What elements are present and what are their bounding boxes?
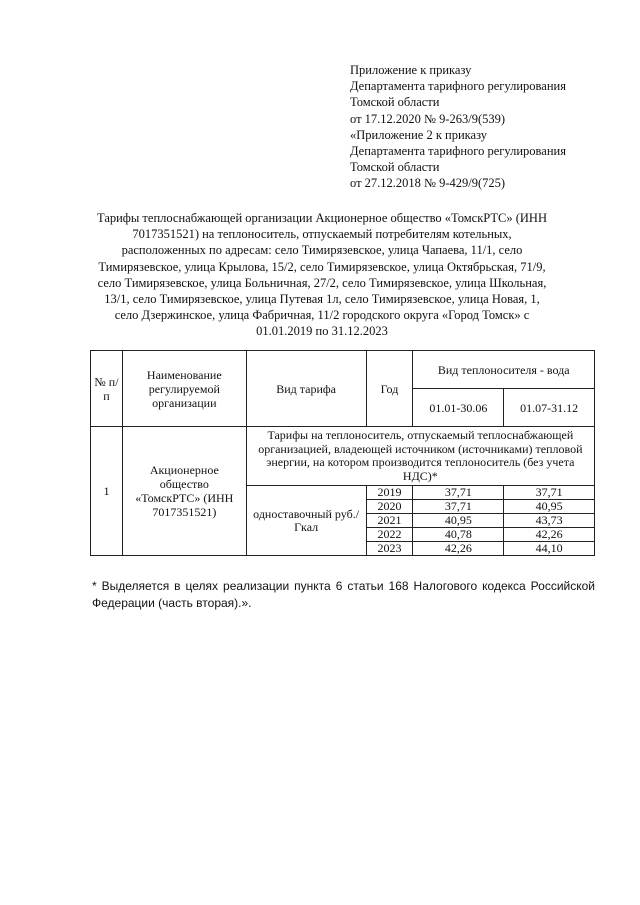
header-carrier: Вид теплоносителя - вода [413,351,595,389]
appendix-line: от 17.12.2020 № 9-263/9(539) [350,111,506,126]
year-cell: 2020 [366,500,413,514]
value-cell: 40,78 [413,528,504,542]
appendix-line: Департамента тарифного регулирования [350,144,566,159]
year-cell: 2022 [366,528,413,542]
row-org: Акционерное общество «ТомскРТС» (ИНН 7017351521) [122,427,246,556]
year-cell: 2021 [366,514,413,528]
value-cell: 43,73 [504,514,595,528]
header-org: Наименование регулируемой организации [122,351,246,427]
value-cell: 42,26 [413,542,504,556]
row-tariff-type: одноставочный руб./Гкал [246,486,366,556]
table-row [91,427,595,486]
section-note: Тарифы на теплоноситель, отпускаемый теплоснабжающей организацией, владеющей источником (источниками) тепловой энергии, на котором производится теплоноситель (без учета НДС)* [246,427,594,486]
appendix-line: Департамента тарифного регулирования [350,79,566,94]
header-tariff-type: Вид тарифа [246,351,366,427]
value-cell: 44,10 [504,542,595,556]
appendix-header [350,62,620,192]
tariff-table [90,350,595,556]
year-cell: 2019 [366,486,413,500]
value-cell: 42,26 [504,528,595,542]
row-num: 1 [91,427,123,556]
value-cell: 37,71 [504,486,595,500]
header-period-1: 01.01-30.06 [413,389,504,427]
value-cell: 37,71 [413,500,504,514]
value-cell: 40,95 [504,500,595,514]
table-header-row [91,351,595,389]
document-title: Тарифы теплоснабжающей организации Акционерное общество «ТомскРТС» (ИНН 7017351521) на теплоноситель, отпускаемый потребителям котельных, расположенных по адресам: село Тимирязевское, улица Чапаева, 11/1, село Тимирязевское, улица Крылова, 15/2, село Тимирязевское, улица Октябрьская, 71/9, село Тимирязевское, улица Больничная, 27/2, село Тимирязевское, улица Школьная, 13/1, село Тимирязевское, улица Путевая 1л, село Тимирязевское, улица Новая, 1, село Дзержинское, улица Фабричная, 11/2 городского округа «Город Томск» с 01.01.2019 по 31.12.2023 [97,211,547,339]
appendix-line: Томской области [350,160,440,175]
footnote: * Выделяется в целях реализации пункта 6 статьи 168 Налогового кодекса Российской Федерации (часть вторая).». [92,579,595,610]
header-period-2: 01.07-31.12 [504,389,595,427]
appendix-line: Приложение к приказу [350,63,472,77]
value-cell: 37,71 [413,486,504,500]
appendix-line: от 27.12.2018 № 9-429/9(725) [350,176,506,191]
year-cell: 2023 [366,542,413,556]
value-cell: 40,95 [413,514,504,528]
appendix-line: Томской области [350,95,440,110]
header-year: Год [366,351,413,427]
appendix-line: «Приложение 2 к приказу [350,127,488,142]
header-num: № п/п [91,351,123,427]
